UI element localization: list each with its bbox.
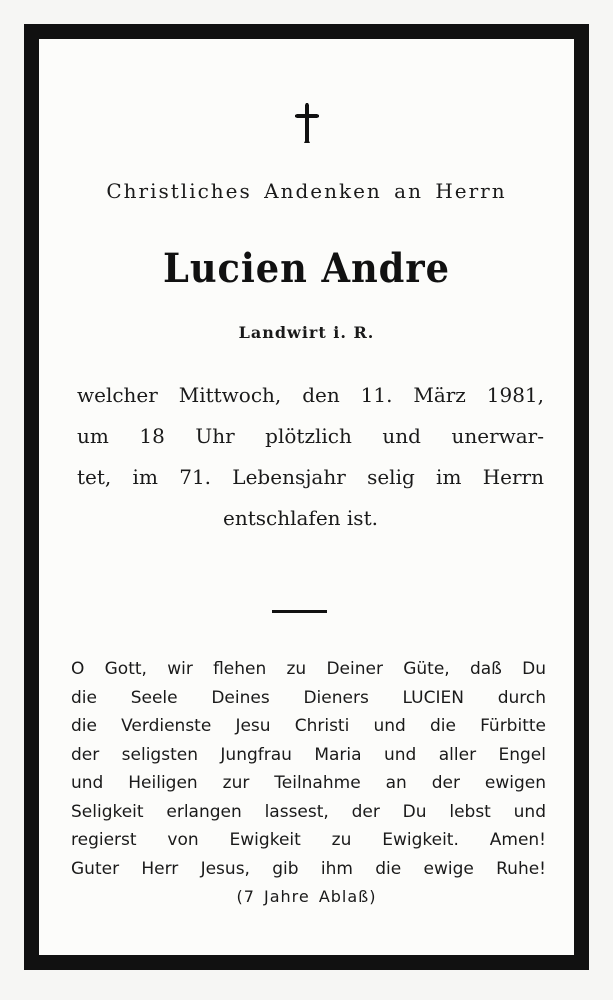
prayer-line: Guter Herr Jesus, gib ihm die ewige Ruhe!	[71, 858, 546, 879]
announcement-line: tet, im 71. Lebensjahr selig im Herrn	[77, 465, 544, 489]
announcement-line: welcher Mittwoch, den 11. März 1981,	[77, 383, 544, 407]
announcement-line: um 18 Uhr plötzlich und unerwar-	[77, 424, 544, 448]
prayer-line: die Verdienste Jesu Christi und die Fürbitte	[71, 716, 546, 736]
announcement-line: entschlafen ist.	[223, 506, 378, 530]
indulgence-note: (7 Jahre Ablaß)	[236, 887, 377, 906]
memorial-card	[24, 24, 589, 970]
prayer-line: O Gott, wir flehen zu Deiner Güte, daß Du	[71, 659, 546, 679]
prayer-line: und Heiligen zur Teilnahme an der ewigen	[71, 773, 546, 793]
intro-text: Christliches Andenken an Herrn	[106, 179, 507, 203]
divider	[272, 610, 327, 613]
cross-icon	[39, 103, 574, 143]
prayer-line: regierst von Ewigkeit zu Ewigkeit. Amen!	[71, 830, 546, 850]
prayer-line: die Seele Deines Dieners LUCIEN durch	[71, 687, 546, 708]
death-announcement	[77, 375, 544, 539]
deceased-name: Lucien Andre	[163, 245, 450, 292]
prayer-line: Seligkeit erlangen lassest, der Du lebst und	[71, 801, 546, 822]
prayer-text	[71, 655, 546, 883]
occupation: Landwirt i. R.	[238, 323, 375, 342]
prayer-line: der seligsten Jungfrau Maria und aller Engel	[71, 744, 546, 765]
